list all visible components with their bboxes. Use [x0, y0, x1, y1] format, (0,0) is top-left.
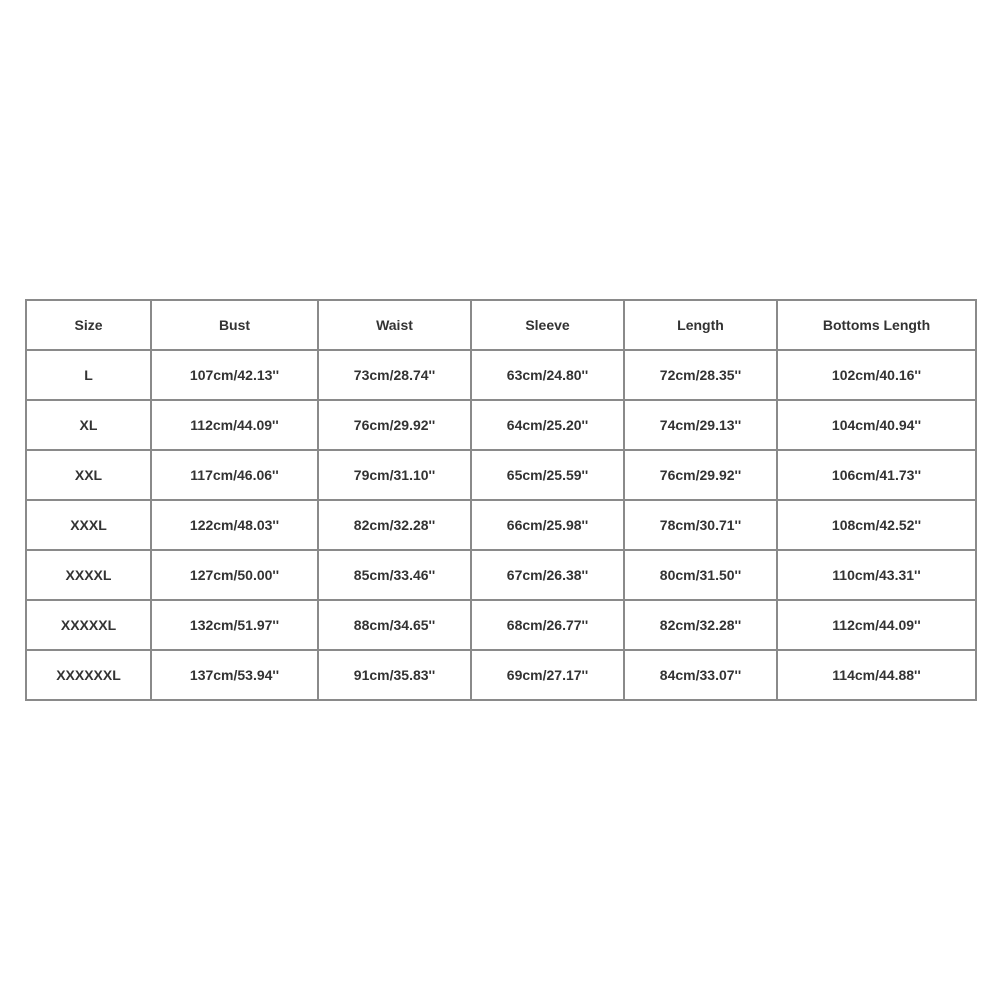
table-row [26, 650, 976, 700]
cell-sleeve: 63cm/24.80'' [471, 350, 624, 400]
cell-size: L [26, 350, 151, 400]
cell-size: XXXL [26, 500, 151, 550]
cell-bottoms-length: 114cm/44.88'' [777, 650, 976, 700]
cell-bust: 137cm/53.94'' [151, 650, 318, 700]
cell-waist: 82cm/32.28'' [318, 500, 471, 550]
cell-size: XXL [26, 450, 151, 500]
cell-sleeve: 69cm/27.17'' [471, 650, 624, 700]
cell-bust: 107cm/42.13'' [151, 350, 318, 400]
cell-size: XXXXL [26, 550, 151, 600]
header-size: Size [26, 300, 151, 350]
table-row [26, 500, 976, 550]
cell-sleeve: 65cm/25.59'' [471, 450, 624, 500]
cell-length: 80cm/31.50'' [624, 550, 777, 600]
cell-size: XXXXXXL [26, 650, 151, 700]
cell-sleeve: 68cm/26.77'' [471, 600, 624, 650]
cell-bust: 122cm/48.03'' [151, 500, 318, 550]
cell-waist: 85cm/33.46'' [318, 550, 471, 600]
cell-length: 82cm/32.28'' [624, 600, 777, 650]
cell-size: XL [26, 400, 151, 450]
table-row [26, 400, 976, 450]
cell-bottoms-length: 112cm/44.09'' [777, 600, 976, 650]
header-waist: Waist [318, 300, 471, 350]
header-bust: Bust [151, 300, 318, 350]
cell-sleeve: 67cm/26.38'' [471, 550, 624, 600]
table-row [26, 550, 976, 600]
cell-length: 72cm/28.35'' [624, 350, 777, 400]
cell-sleeve: 66cm/25.98'' [471, 500, 624, 550]
cell-bottoms-length: 110cm/43.31'' [777, 550, 976, 600]
cell-length: 76cm/29.92'' [624, 450, 777, 500]
table-row [26, 600, 976, 650]
cell-waist: 91cm/35.83'' [318, 650, 471, 700]
cell-waist: 79cm/31.10'' [318, 450, 471, 500]
cell-bust: 112cm/44.09'' [151, 400, 318, 450]
cell-waist: 88cm/34.65'' [318, 600, 471, 650]
cell-length: 78cm/30.71'' [624, 500, 777, 550]
table-header-row [26, 300, 976, 350]
header-bottoms-length: Bottoms Length [777, 300, 976, 350]
cell-length: 74cm/29.13'' [624, 400, 777, 450]
size-chart-table [25, 299, 977, 701]
cell-length: 84cm/33.07'' [624, 650, 777, 700]
cell-sleeve: 64cm/25.20'' [471, 400, 624, 450]
cell-bottoms-length: 108cm/42.52'' [777, 500, 976, 550]
cell-bottoms-length: 102cm/40.16'' [777, 350, 976, 400]
cell-bust: 117cm/46.06'' [151, 450, 318, 500]
cell-bust: 132cm/51.97'' [151, 600, 318, 650]
table-row [26, 350, 976, 400]
cell-waist: 73cm/28.74'' [318, 350, 471, 400]
table-row [26, 450, 976, 500]
cell-bust: 127cm/50.00'' [151, 550, 318, 600]
cell-waist: 76cm/29.92'' [318, 400, 471, 450]
header-sleeve: Sleeve [471, 300, 624, 350]
cell-bottoms-length: 106cm/41.73'' [777, 450, 976, 500]
cell-size: XXXXXL [26, 600, 151, 650]
cell-bottoms-length: 104cm/40.94'' [777, 400, 976, 450]
header-length: Length [624, 300, 777, 350]
